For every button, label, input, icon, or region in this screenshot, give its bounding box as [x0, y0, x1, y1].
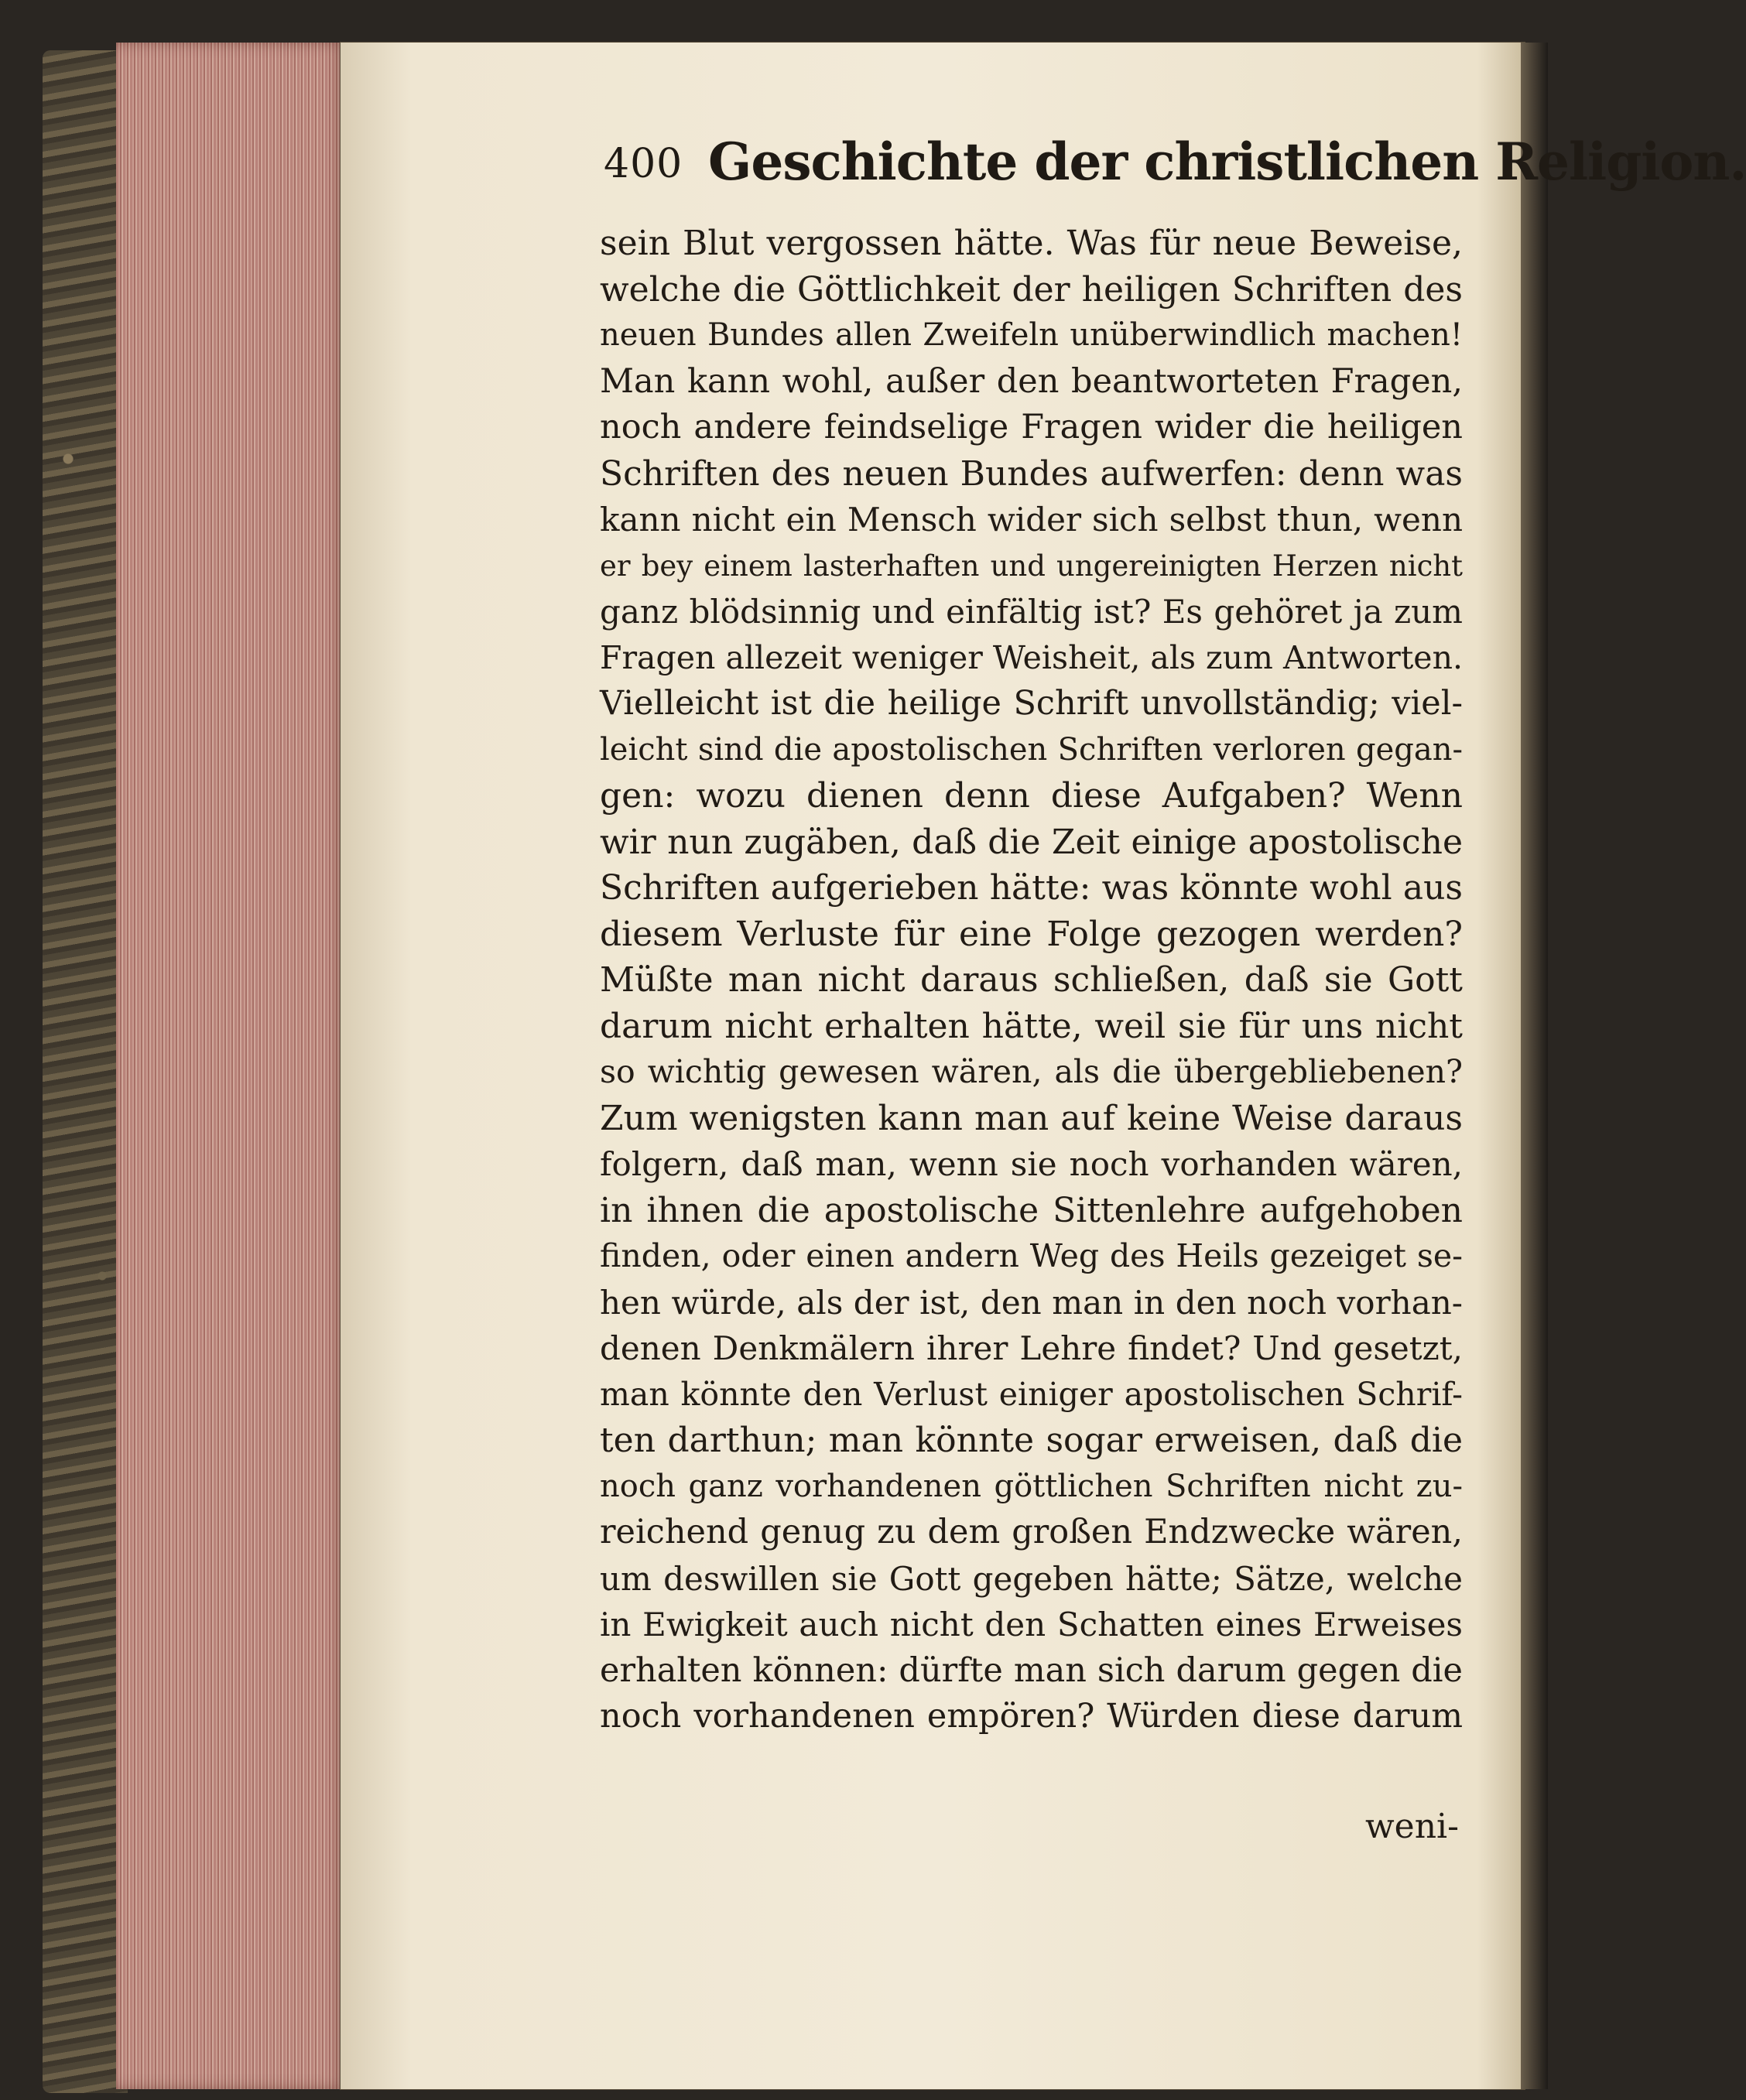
- text-line: in ihnen die apostolische Sittenlehre aufgehoben: [600, 1190, 1463, 1230]
- text-line: neuen Bundes allen Zweifeln unüberwindlich machen!: [600, 317, 1463, 353]
- text-line: kann nicht ein Mensch wider sich selbst thun, wenn: [600, 501, 1463, 539]
- text-line: hen würde, als der ist, den man in den noch vorhan-: [600, 1283, 1463, 1322]
- text-line: Man kann wohl, außer den beantworteten Fragen,: [600, 361, 1463, 401]
- text-line: Vielleicht ist die heilige Schrift unvollständig; viel-: [600, 684, 1463, 723]
- text-line: Schriften aufgerieben hätte: was könnte wohl aus: [600, 868, 1463, 908]
- text-line: finden, oder einen andern Weg des Heils gezeiget se-: [600, 1237, 1463, 1274]
- text-line: ten darthun; man könnte sogar erweisen, daß die: [600, 1421, 1463, 1460]
- text-line: man könnte den Verlust einiger apostolischen Schrif-: [600, 1375, 1463, 1413]
- catchword: weni-: [1365, 1807, 1459, 1846]
- text-line: um deswillen sie Gott gegeben hätte; Sätze, welche: [600, 1559, 1463, 1598]
- text-line: darum nicht erhalten hätte, weil sie für uns nicht: [600, 1006, 1463, 1046]
- text-line: welche die Göttlichkeit der heiligen Schriften des: [600, 269, 1463, 310]
- text-line: noch vorhandenen empören? Würden diese darum: [600, 1697, 1463, 1736]
- body-text: [600, 221, 1463, 1740]
- text-line: leicht sind die apostolischen Schriften verloren gegan-: [600, 731, 1463, 768]
- text-line: wir nun zugäben, daß die Zeit einige apostolische: [600, 822, 1463, 862]
- page-header: [604, 132, 1746, 201]
- text-line: folgern, daß man, wenn sie noch vorhanden wären,: [600, 1145, 1463, 1183]
- gutter-shadow: [1521, 43, 1548, 2089]
- text-line: diesem Verluste für eine Folge gezogen werden?: [600, 914, 1463, 954]
- text-line: ganz blödsinnig und einfältig ist? Es gehöret ja zum: [600, 593, 1463, 631]
- text-line: reichend genug zu dem großen Endzwecke wären,: [600, 1513, 1463, 1551]
- text-line: Schriften des neuen Bundes aufwerfen: denn was: [600, 453, 1463, 494]
- text-line: noch ganz vorhandenen göttlichen Schriften nicht zu-: [600, 1468, 1463, 1504]
- text-line: er bey einem lasterhaften und ungereinigten Herzen nicht: [600, 549, 1463, 583]
- text-line: gen: wozu dienen denn diese Aufgaben? Wenn: [600, 776, 1463, 816]
- page-number: 400: [604, 141, 683, 187]
- text-line: denen Denkmälern ihrer Lehre findet? Und gesetzt,: [600, 1329, 1463, 1367]
- page-edges: [116, 43, 348, 2089]
- text-line: Fragen allezeit weniger Weisheit, als zum Antworten.: [600, 638, 1464, 676]
- text-line: Müßte man nicht daraus schließen, daß sie Gott: [600, 960, 1463, 1000]
- book-cover-spine: [43, 50, 128, 2093]
- running-title: Geschichte der christlichen Religion.: [708, 132, 1746, 192]
- text-line: sein Blut vergossen hätte. Was für neue Beweise,: [600, 224, 1463, 263]
- text-line: Zum wenigsten kann man auf keine Weise daraus: [600, 1098, 1463, 1138]
- text-line: erhalten können: dürfte man sich darum gegen die: [600, 1650, 1463, 1690]
- text-line: so wichtig gewesen wären, als die übergebliebenen?: [600, 1053, 1463, 1090]
- text-line: noch andere feindselige Fragen wider die heiligen: [600, 408, 1463, 446]
- text-line: in Ewigkeit auch nicht den Schatten eines Erweises: [600, 1606, 1463, 1643]
